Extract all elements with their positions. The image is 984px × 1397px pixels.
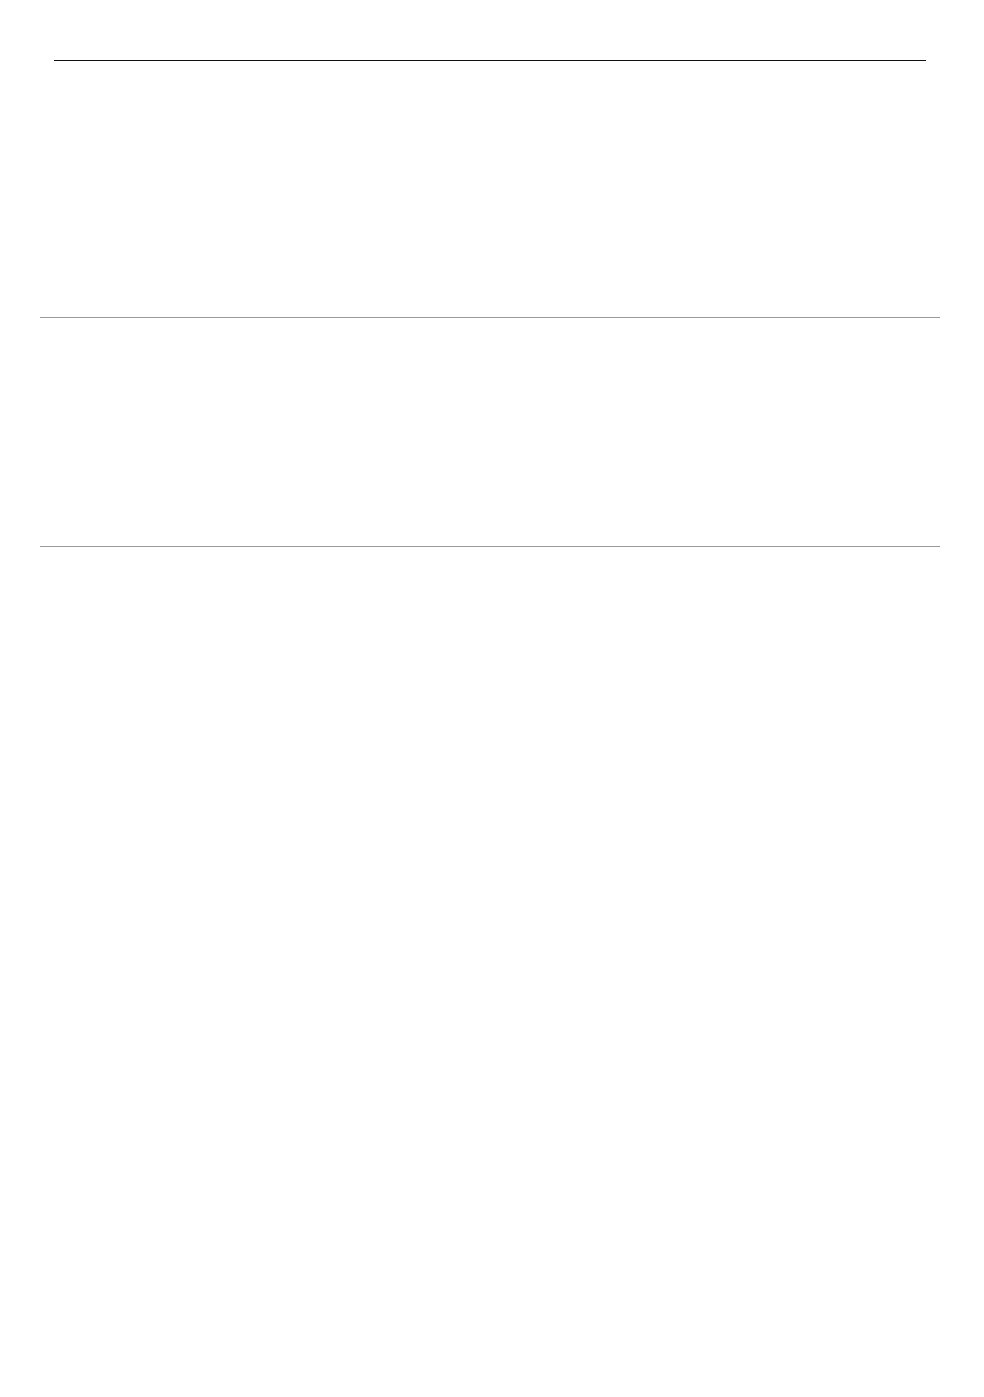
paragraph: [40, 711, 940, 751]
paragraph: [40, 561, 940, 601]
verse-intro: [40, 279, 940, 309]
paragraph: [40, 661, 940, 701]
paragraph: [40, 611, 940, 651]
paragraph: [40, 229, 940, 269]
paragraph: [40, 129, 940, 169]
paragraph: [40, 79, 940, 119]
page-header: [40, 60, 940, 61]
header-rule: [54, 60, 926, 61]
paragraph: [40, 179, 940, 219]
verse-block: [40, 317, 940, 547]
